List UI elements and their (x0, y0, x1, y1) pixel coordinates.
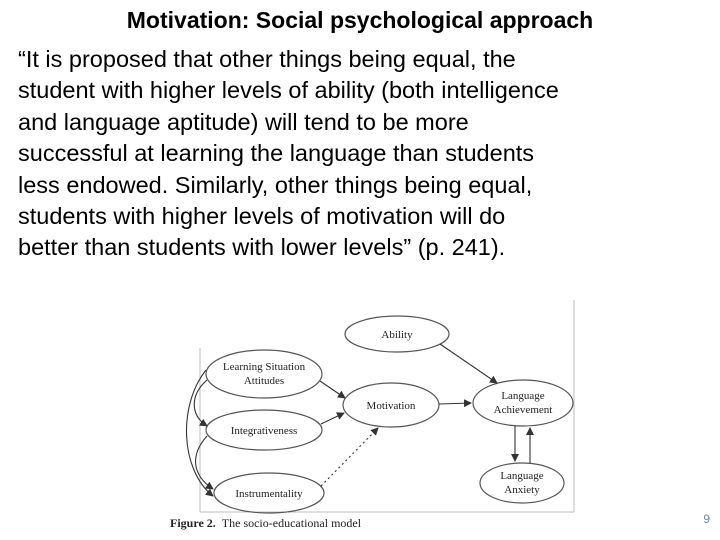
language-achievement-label-line2: Achievement (493, 404, 553, 416)
arrow-motivation-to-achievement (439, 403, 471, 404)
arrow-instrumentality-to-motivation-dotted (321, 428, 378, 486)
quote-line: “It is proposed that other things being equal, the (18, 46, 516, 72)
page-number: 9 (703, 512, 710, 526)
arc-integrativeness-instrumentality (196, 436, 213, 489)
language-achievement-label-line1: Language (501, 390, 545, 402)
language-anxiety-label-line2: Anxiety (504, 484, 540, 496)
quote-line: better than students with lower levels” (p. 241). (18, 234, 506, 261)
language-anxiety-label-line1: Language (500, 470, 544, 482)
quote-line: successful at learning the language than students (18, 140, 535, 167)
figure-caption-label: Figure 2. (170, 516, 216, 530)
quote-line: and language aptitude) will tend to be more (18, 108, 469, 135)
learning-situation-label-line2: Attitudes (243, 375, 285, 387)
learning-situation-label-line1: Learning Situation (222, 361, 306, 373)
figure-caption-text: The socio-educational model (221, 516, 362, 530)
instrumentality-label: Instrumentality (235, 488, 303, 500)
slide-title: Motivation: Social psychological approach (126, 7, 594, 33)
quote-line: less endowed. Similarly, other things being equal, (18, 171, 533, 198)
ability-label: Ability (381, 329, 413, 341)
arrow-ability-to-achievement (440, 344, 497, 383)
language-anxiety-node (480, 463, 564, 503)
quote-line: student with higher levels of ability (both intelligence (18, 77, 559, 104)
arrow-learning-situation-to-motivation (320, 381, 345, 398)
quote-line: students with higher levels of motivation will do (18, 203, 506, 230)
figure-caption (170, 516, 361, 531)
arrow-integrativeness-to-motivation (321, 413, 344, 424)
learning-situation-attitudes-node (206, 350, 322, 398)
integrativeness-label: Integrativeness (230, 425, 298, 437)
motivation-label: Motivation (366, 400, 416, 412)
language-achievement-node (473, 380, 573, 426)
